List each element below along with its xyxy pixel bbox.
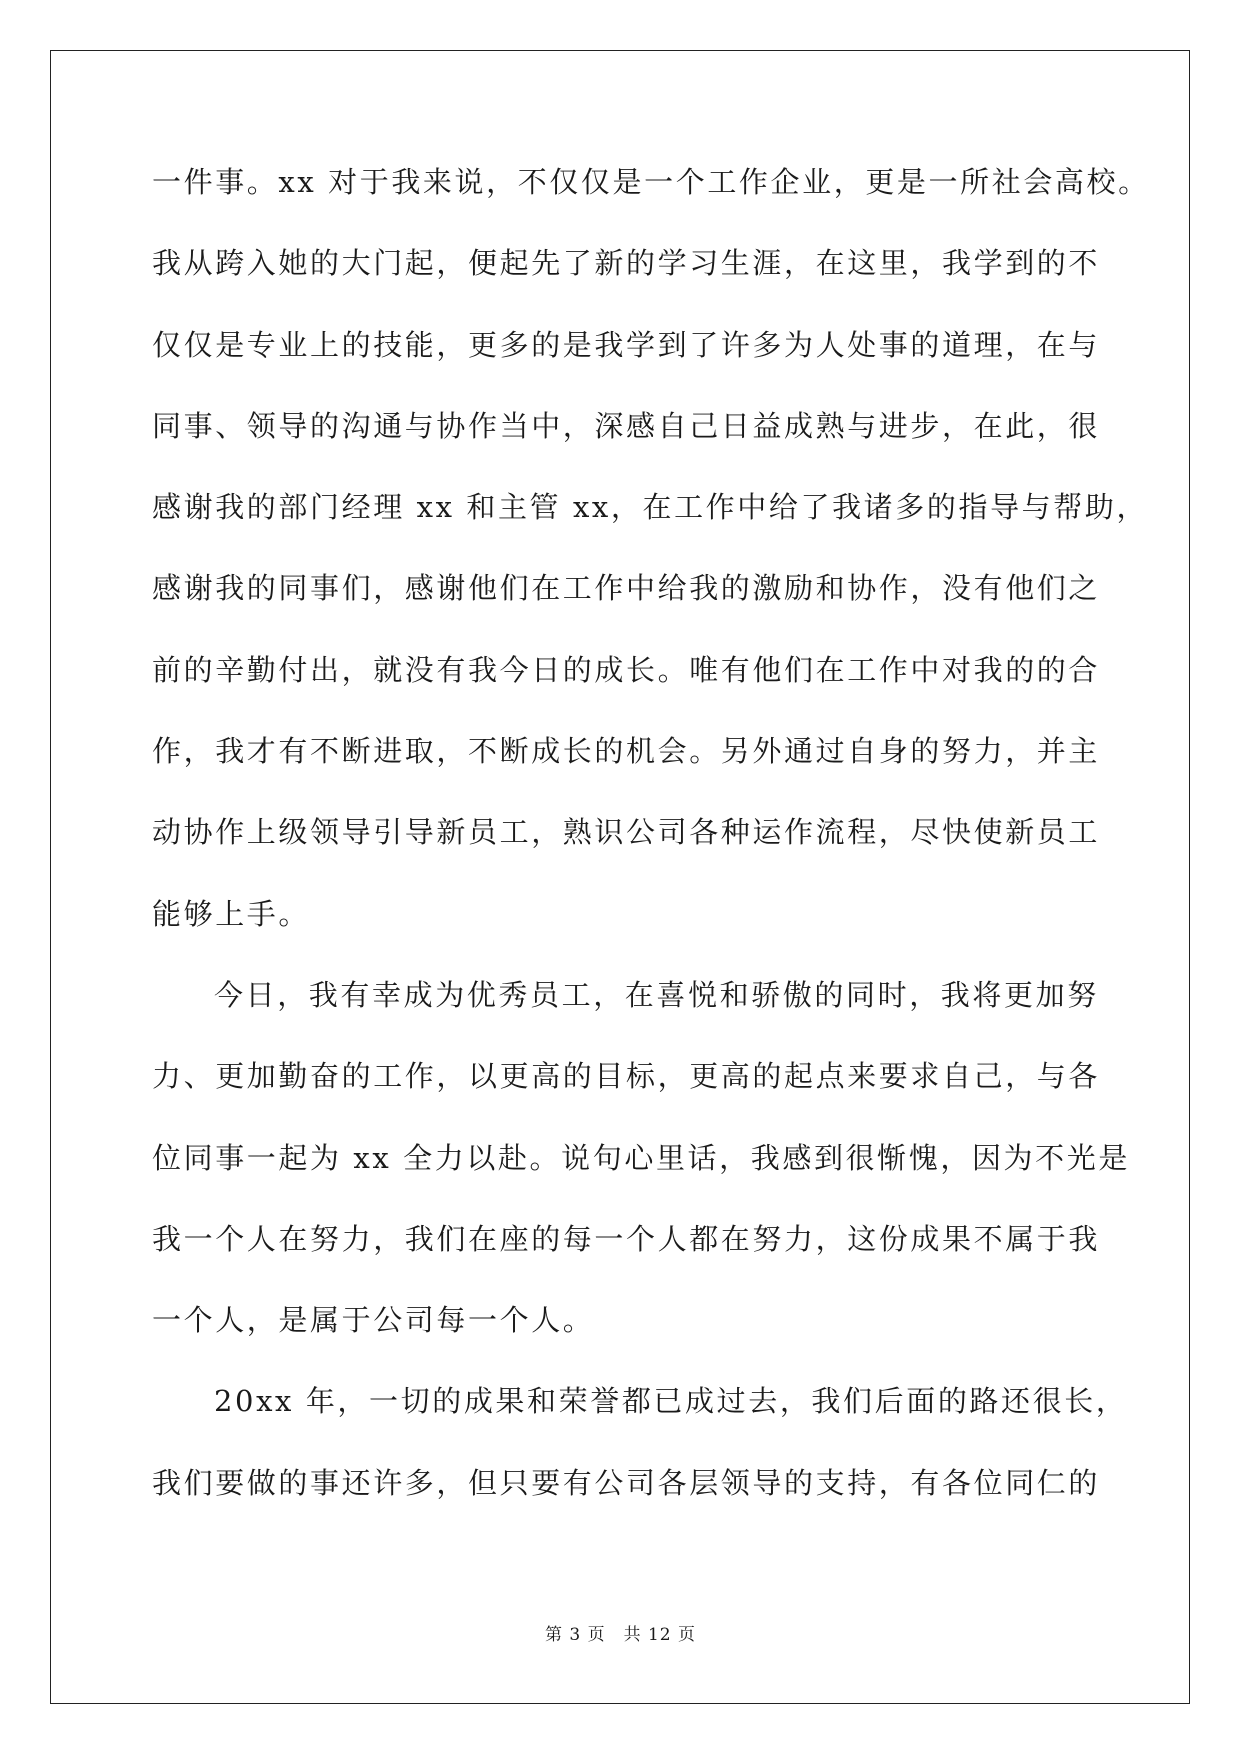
text-line-6: 感谢我的同事们，感谢他们在工作中给我的激励和协作，没有他们之 xyxy=(152,571,1101,606)
text-line-17: 我们要做的事还许多，但只要有公司各层领导的支持，有各位同仁的 xyxy=(152,1465,1101,1500)
document-body xyxy=(152,162,1150,1544)
text-line-11: 今日，我有幸成为优秀员工，在喜悦和骄傲的同时，我将更加努 xyxy=(214,977,1099,1012)
text-line-15: 一个人，是属于公司每一个人。 xyxy=(152,1303,595,1338)
page-number-footer: 第 3 页 共 12 页 xyxy=(544,1625,697,1645)
text-line-5: 感谢我的部门经理 xx 和主管 xx，在工作中给了我诸多的指导与帮助， xyxy=(152,490,1149,525)
text-line-7: 前的辛勤付出，就没有我今日的成长。唯有他们在工作中对我的的合 xyxy=(152,652,1101,687)
text-line-2: 我从跨入她的大门起，便起先了新的学习生涯，在这里，我学到的不 xyxy=(152,246,1101,281)
text-line-16: 20xx 年，一切的成果和荣誉都已成过去，我们后面的路还很长， xyxy=(214,1384,1128,1419)
text-line-8: 作，我才有不断进取，不断成长的机会。另外通过自身的努力，并主 xyxy=(152,734,1101,769)
text-line-12: 力、更加勤奋的工作，以更高的目标，更高的起点来要求自己，与各 xyxy=(152,1059,1101,1094)
text-line-9: 动协作上级领导引导新员工，熟识公司各种运作流程，尽快使新员工 xyxy=(152,815,1101,850)
text-line-14: 我一个人在努力，我们在座的每一个人都在努力，这份成果不属于我 xyxy=(152,1221,1101,1256)
text-line-10: 能够上手。 xyxy=(152,896,311,931)
text-line-3: 仅仅是专业上的技能，更多的是我学到了许多为人处事的道理，在与 xyxy=(152,327,1101,362)
text-line-4: 同事、领导的沟通与协作当中，深感自己日益成熟与进步，在此，很 xyxy=(152,408,1101,443)
text-line-13: 位同事一起为 xx 全力以赴。说句心里话，我感到很惭愧，因为不光是 xyxy=(152,1140,1130,1175)
text-line-1: 一件事。xx 对于我来说，不仅仅是一个工作企业，更是一所社会高校。 xyxy=(152,165,1150,199)
